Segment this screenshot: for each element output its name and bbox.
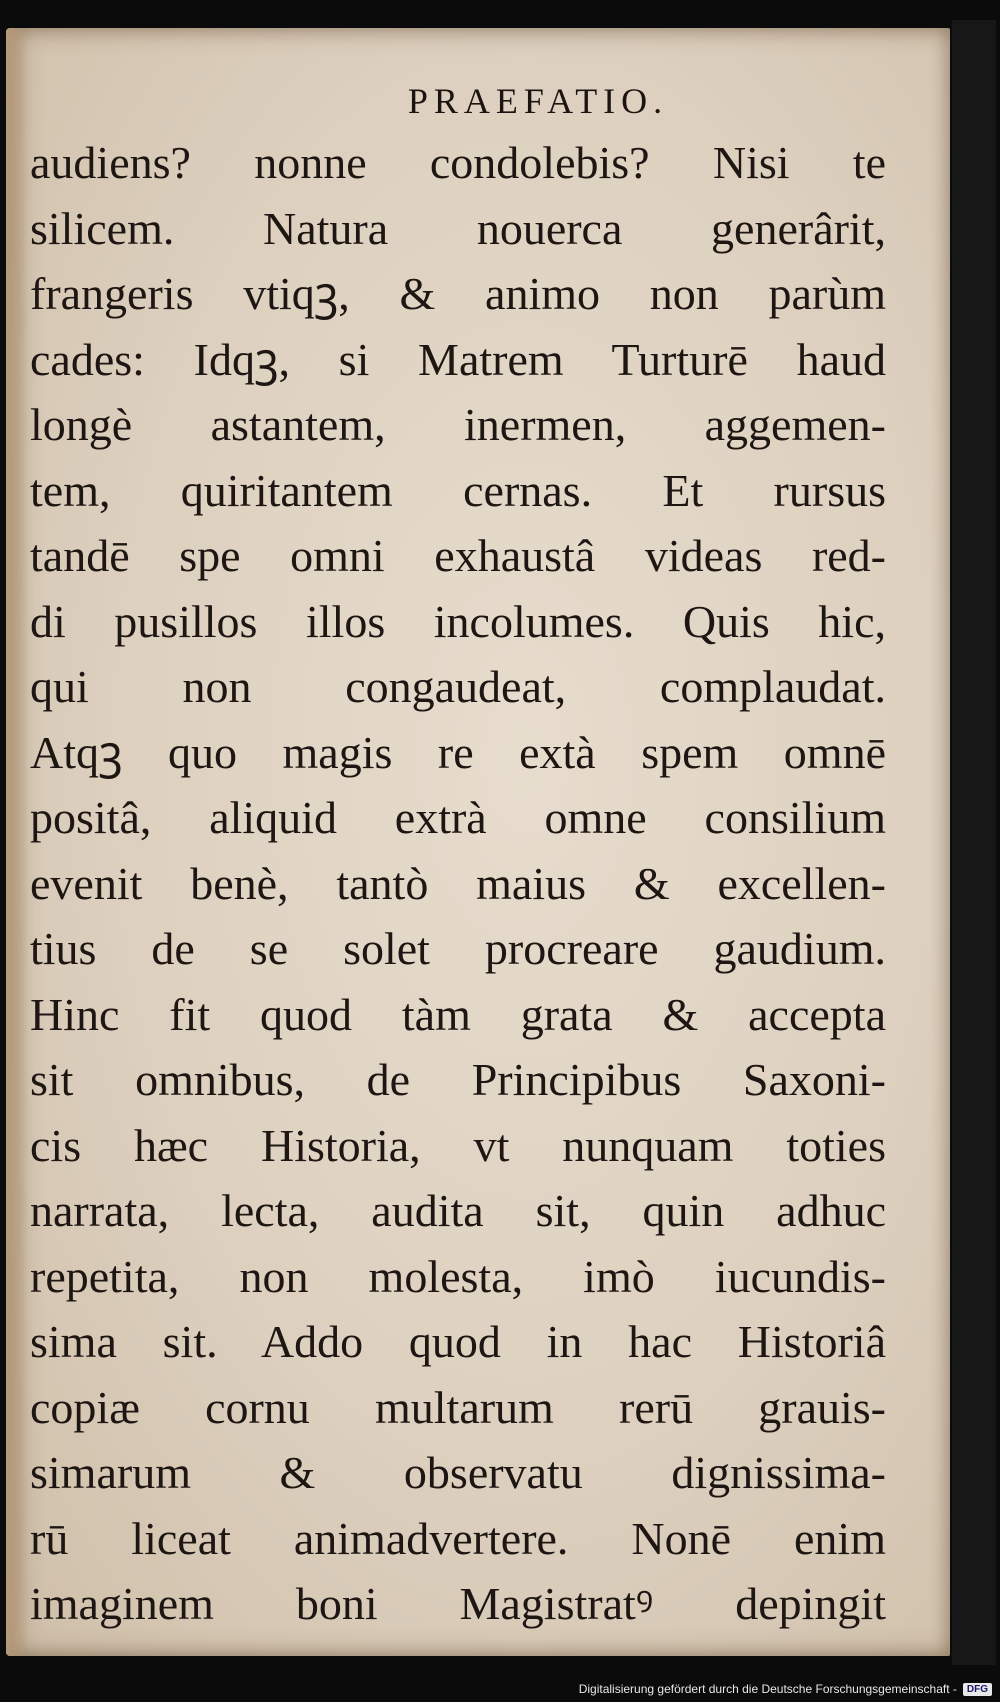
body-text	[30, 130, 886, 1637]
running-header: PRAEFATIO.	[407, 81, 669, 121]
text-line: simarum & observatu dignissima-	[30, 1447, 886, 1498]
dfg-logo-icon: DFG	[963, 1683, 992, 1696]
text-line: positâ, aliquid extrà omne consilium	[30, 792, 886, 843]
book-page	[6, 28, 950, 1656]
scan-background-strip	[952, 20, 996, 1665]
text-line: cis hæc Historia, vt nunquam toties	[30, 1119, 886, 1171]
text-line: sima sit. Addo quod in hac Historiâ	[30, 1316, 886, 1367]
text-line: rū liceat animadvertere. Nonē enim	[30, 1512, 886, 1564]
text-line: narrata, lecta, audita sit, quin adhuc	[30, 1185, 886, 1236]
text-line: di pusillos illos incolumes. Quis hic,	[30, 595, 886, 647]
text-line: Atqꝫ quo magis re extà spem omnē	[30, 726, 886, 778]
text-line: copiæ cornu multarum rerū grauis-	[30, 1381, 886, 1433]
text-line: evenit benè, tantò maius & excellen-	[30, 857, 886, 909]
text-line: repetita, non molesta, imò iucundis-	[30, 1250, 886, 1302]
digitization-credit	[579, 1682, 992, 1696]
text-line: sit omnibus, de Principibus Saxoni-	[30, 1054, 886, 1105]
text-line: silicem. Natura nouerca generârit,	[30, 202, 886, 254]
text-line: tem, quiritantem cernas. Et rursus	[30, 464, 886, 516]
text-line: longè astantem, inermen, aggemen-	[30, 399, 886, 450]
text-line: audiens? nonne condolebis? Nisi te	[30, 137, 886, 188]
page-gutter-shadow	[6, 28, 28, 1656]
text-line: imaginem boni Magistratꝰ depingit	[30, 1578, 886, 1629]
credit-text: Digitalisierung gefördert durch die Deutsche Forschungsgemeinschaft -	[578, 1682, 957, 1696]
text-line: tius de se solet procreare gaudium.	[30, 923, 886, 974]
text-line: Hinc fit quod tàm grata & accepta	[30, 988, 886, 1040]
text-line: cades: Idqꝫ, si Matrem Turturē haud	[30, 333, 886, 385]
text-line: qui non congaudeat, complaudat.	[30, 661, 886, 712]
text-line: frangeris vtiqꝫ, & animo non parùm	[30, 268, 886, 319]
text-line: tandē spe omni exhaustâ videas red-	[30, 530, 886, 581]
